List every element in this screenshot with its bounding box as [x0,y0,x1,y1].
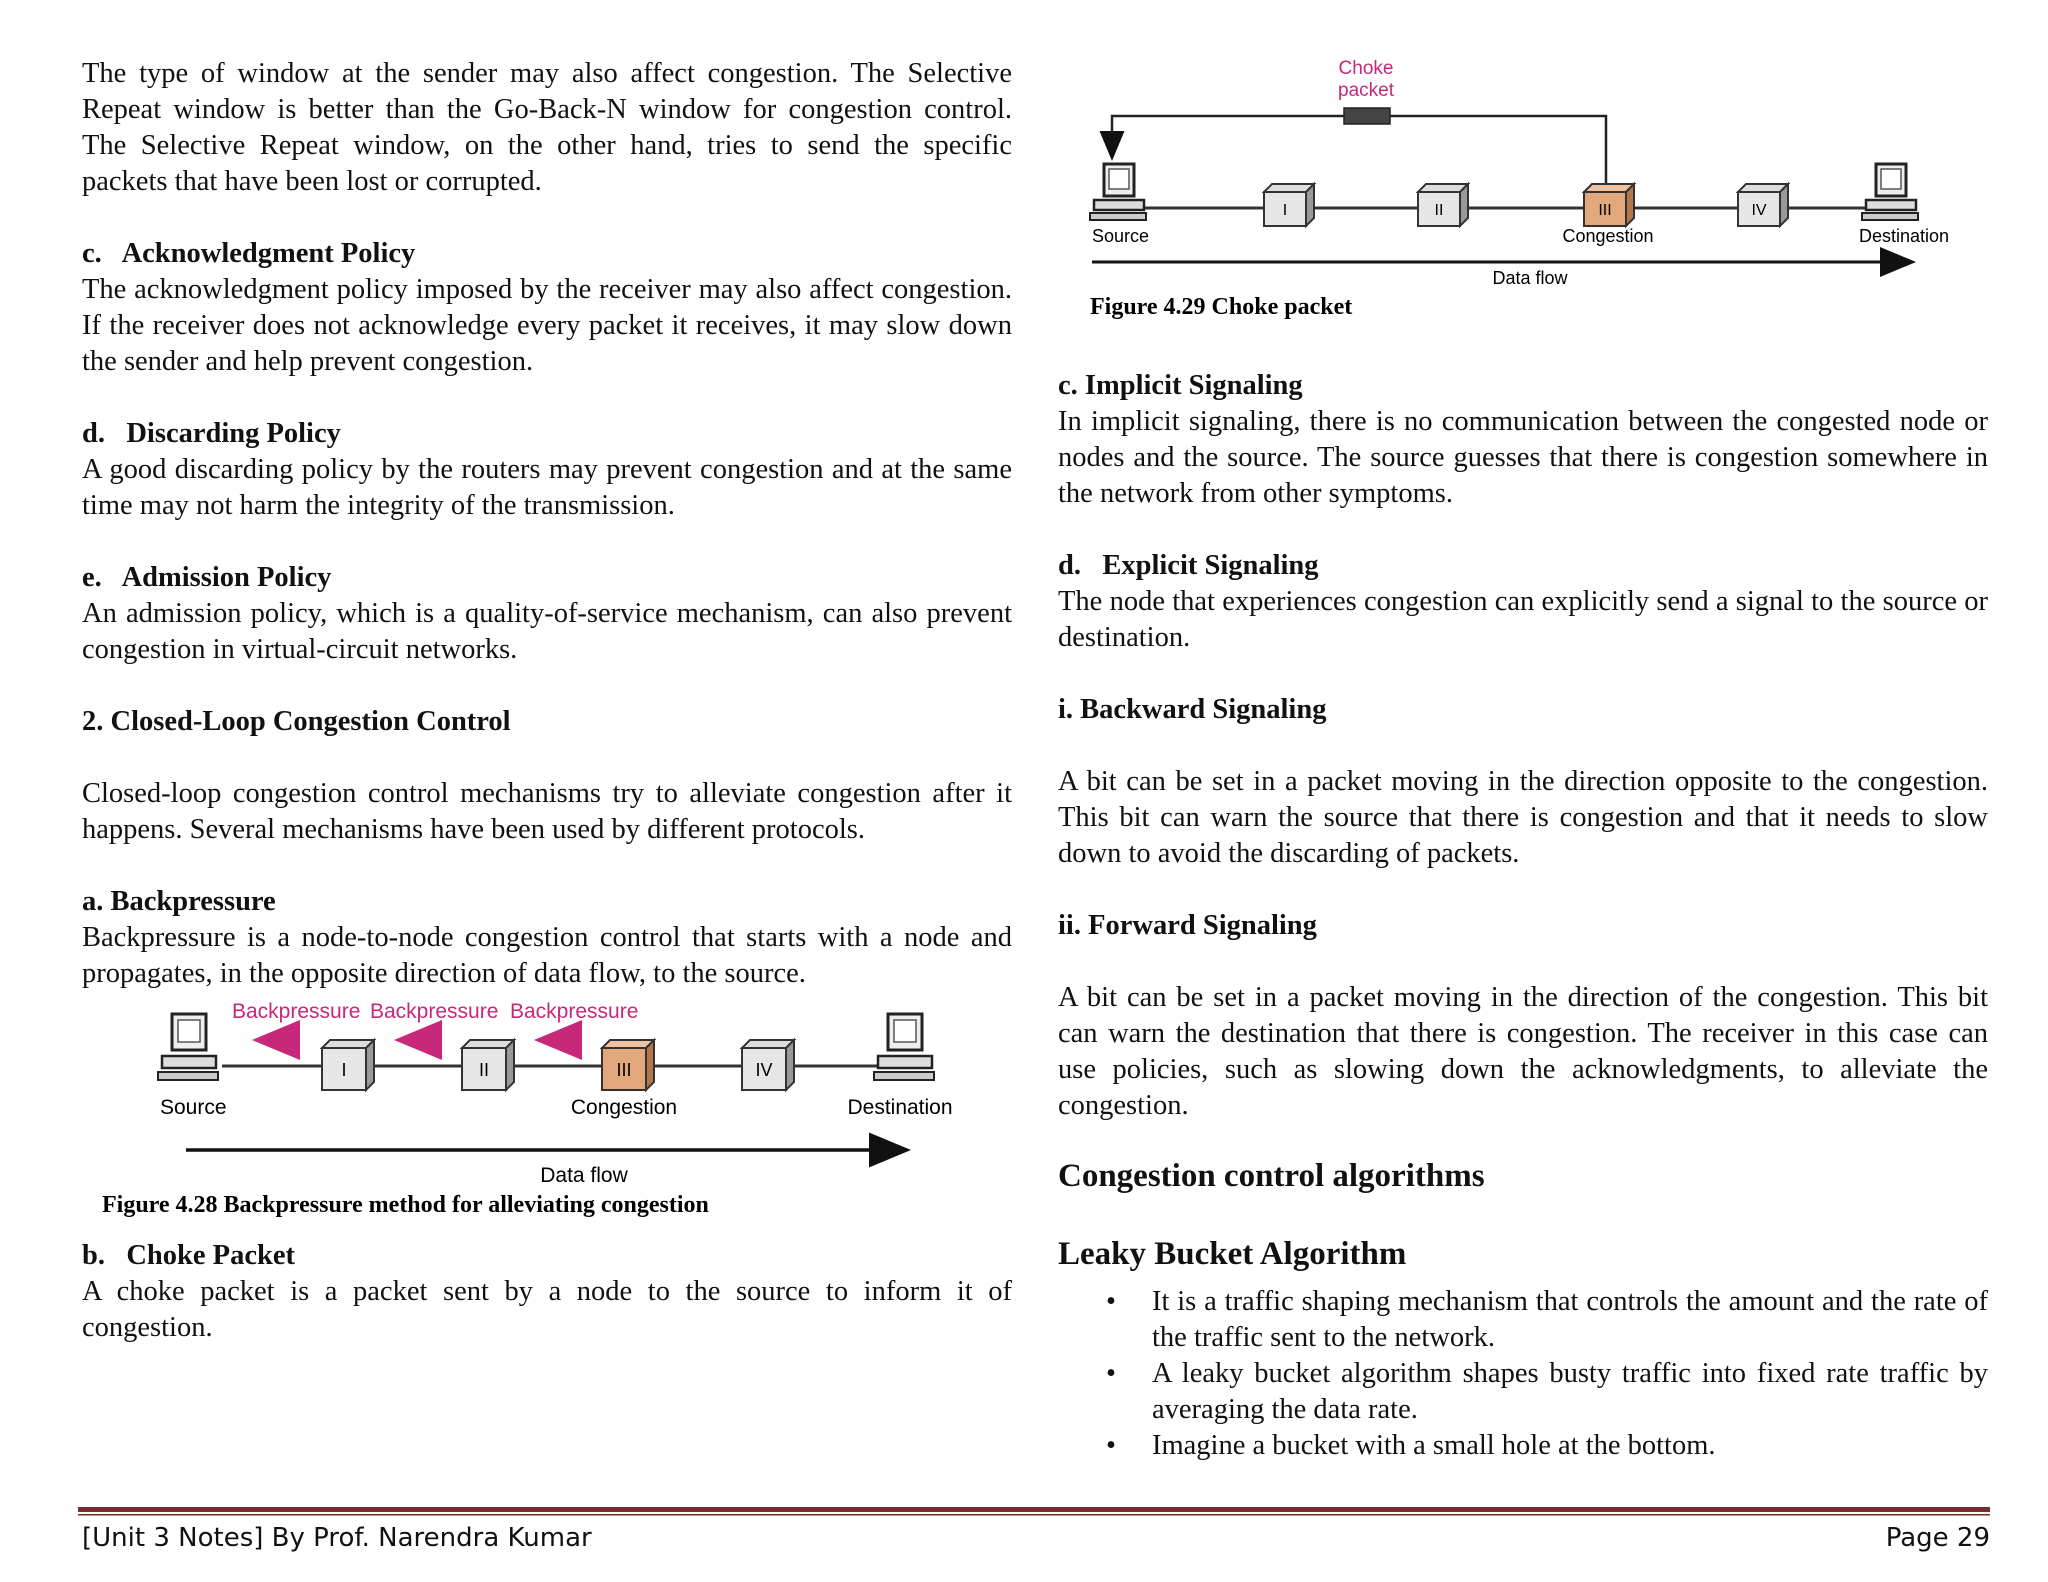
leaky-bucket-heading: Leaky Bucket Algorithm [1058,1236,1407,1272]
forward-signaling-paragraph: A bit can be set in a packet moving in the direction of the congestion. This bit can warn the destination that there is congestion. The receiver in this case can use policies, such as slowing down the acknowledgments, to alleviate the congestion. [1058,982,1988,1121]
footer-author: [Unit 3 Notes] By Prof. Narendra Kumar [82,1523,592,1553]
footer-rule [78,1507,1990,1517]
bullet-icon: • [1106,1286,1116,1317]
forward-signaling-heading: ii. Forward Signaling [1058,910,1317,941]
node-1-label: I [1282,202,1288,219]
window-paragraph: The type of window at the sender may also affect congestion. The Selective Repeat window is better than the Go-Back-N window for congestion control. The Selective Repeat window, on the other hand, tries to send the specific packets that have been lost or corrupted. [82,58,1012,197]
bullet-icon: • [1106,1358,1116,1389]
backpressure-figure [82,992,1012,1232]
node-4-label: IV [755,1060,773,1080]
backpressure-caption: Figure 4.28 Backpressure method for alleviating congestion [102,1192,709,1218]
discarding-policy-heading: d. Discarding Policy [82,418,341,449]
backward-signaling-heading: i. Backward Signaling [1058,694,1327,725]
node-2-icon [1418,184,1468,226]
closed-loop-heading: 2. Closed-Loop Congestion Control [82,706,511,737]
backpressure-paragraph: Backpressure is a node-to-node congestion control that starts with a node and propagates, in the opposite direction of data flow, to the source. [82,922,1012,989]
data-flow-label: Data flow [1492,268,1568,288]
choke-packet-heading: b. Choke Packet [82,1240,295,1271]
implicit-signaling-heading: c. Implicit Signaling [1058,370,1303,401]
backpressure-label-3: Backpressure [510,1000,639,1023]
footer-page-number: Page 29 [1885,1523,1990,1553]
backpressure-label-2: Backpressure [370,1000,499,1023]
node-1-label: I [341,1060,347,1080]
congestion-label: Congestion [1562,226,1654,246]
list-item: • Imagine a bucket with a small hole at the bottom. [1106,1428,1988,1464]
discarding-policy-paragraph: A good discarding policy by the routers may prevent congestion and at the same time may not harm the integrity of the transmission. [82,454,1012,521]
acknowledgment-policy-paragraph: The acknowledgment policy imposed by the receiver may also affect congestion. If the receiver does not acknowledge every packet it receives, it may slow down the sender and help prevent congestion. [82,274,1012,377]
list-item: • It is a traffic shaping mechanism that controls the amount and the rate of the traffic sent to the network. [1106,1286,1988,1353]
node-4-icon [1738,184,1788,226]
left-column [82,56,1012,1346]
data-flow-label: Data flow [540,1164,628,1187]
node-3-congested-icon [602,1040,654,1090]
source-computer-icon [158,1014,218,1080]
node-4-label: IV [1751,202,1767,219]
choke-packet-label-line2: packet [1338,80,1394,101]
node-2-icon [462,1040,514,1090]
acknowledgment-policy-heading: c. Acknowledgment Policy [82,238,416,269]
node-2-label: II [1434,202,1444,219]
admission-policy-paragraph: An admission policy, which is a quality-of-service mechanism, can also prevent congestion in virtual-circuit networks. [82,598,1012,665]
source-computer-icon [1090,164,1146,220]
backpressure-heading: a. Backpressure [82,886,276,917]
implicit-signaling-paragraph: In implicit signaling, there is no communication between the congested node or nodes and the source. The source guesses that there is congestion somewhere in the network from other symptoms. [1058,406,1988,509]
choke-packet-caption: Figure 4.29 Choke packet [1090,294,1353,320]
congestion-algorithms-heading: Congestion control algorithms [1058,1158,1485,1194]
choke-packet-figure [1058,50,1988,332]
choke-packet-label-line1: Choke [1338,58,1394,79]
closed-loop-paragraph: Closed-loop congestion control mechanisms try to alleviate congestion after it happens. Several mechanisms have been used by different protocols. [82,778,1012,845]
node-3-label: III [616,1060,632,1080]
source-label: Source [1092,226,1150,246]
choke-packet-paragraph: A choke packet is a packet sent by a node to the source to inform it of congestion. [82,1276,1012,1343]
right-column [1058,50,1988,1464]
node-1-icon [1264,184,1314,226]
list-item: • A leaky bucket algorithm shapes busty traffic into fixed rate traffic by averaging the data rate. [1106,1358,1988,1425]
explicit-signaling-paragraph: The node that experiences congestion can explicitly send a signal to the source or destination. [1058,586,1988,653]
choke-packet-icon [1344,108,1390,124]
explicit-signaling-heading: d. Explicit Signaling [1058,550,1319,581]
destination-computer-icon [1862,164,1918,220]
node-4-icon [742,1040,794,1090]
destination-label: Destination [1858,226,1950,246]
bullet-icon: • [1106,1430,1116,1461]
destination-label: Destination [847,1096,953,1119]
backpressure-label-1: Backpressure [232,1000,361,1023]
destination-computer-icon [874,1014,934,1080]
source-label: Source [160,1096,227,1119]
admission-policy-heading: e. Admission Policy [82,562,332,593]
node-3-label: III [1598,202,1612,219]
backward-signaling-paragraph: A bit can be set in a packet moving in the direction opposite to the congestion. This bit can warn the source that there is congestion and that it needs to slow down to avoid the discarding of packets. [1058,766,1988,869]
node-1-icon [322,1040,374,1090]
leaky-bucket-list [1058,1284,1988,1464]
node-3-congested-icon [1584,184,1634,226]
node-2-label: II [478,1060,490,1080]
choke-feedback-path [1112,116,1606,192]
congestion-label: Congestion [570,1096,678,1119]
